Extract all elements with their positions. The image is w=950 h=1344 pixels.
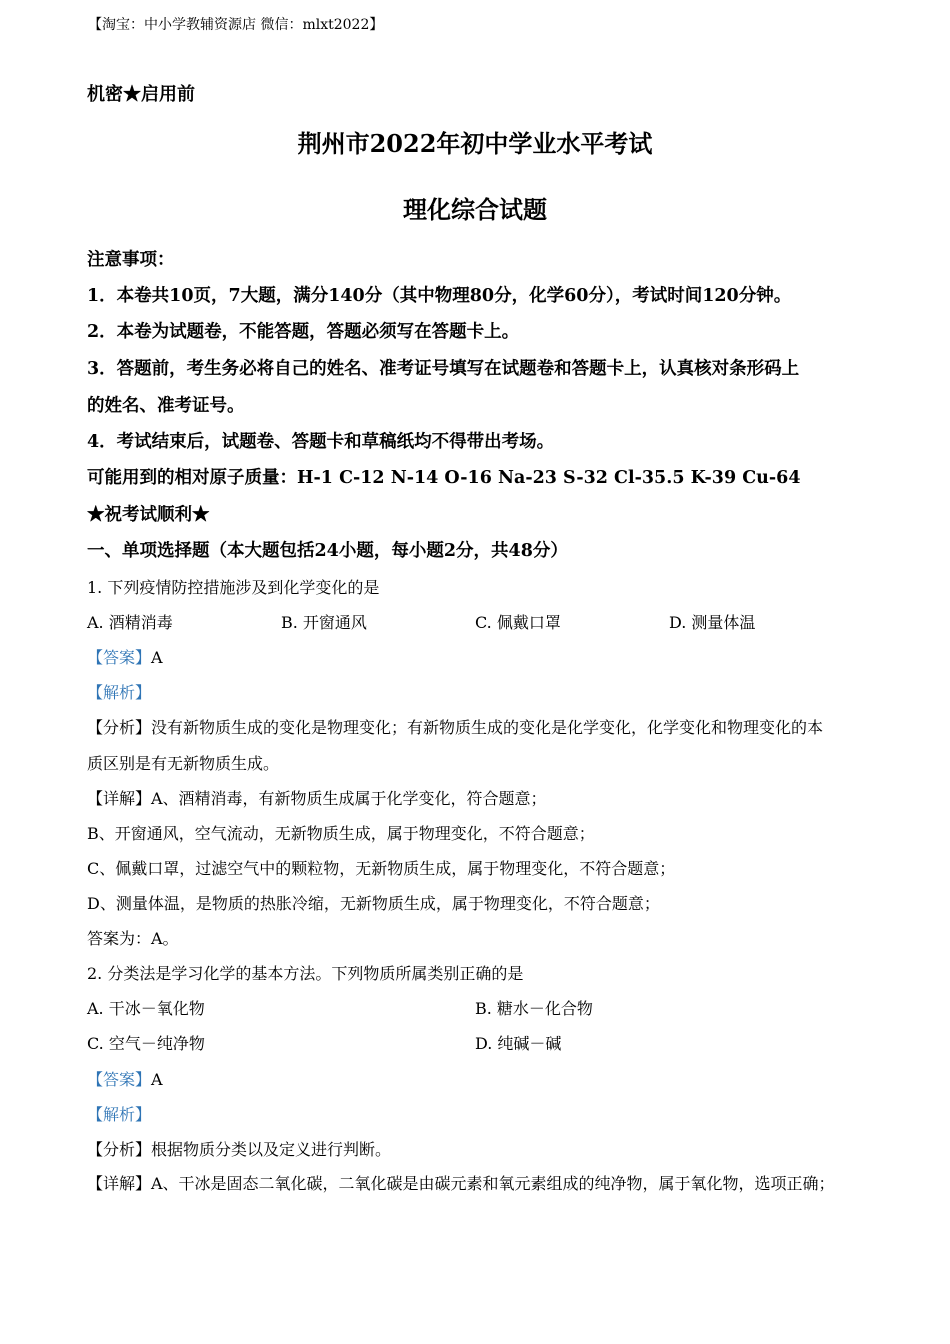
- q1-option-c: C. 佩戴口罩: [475, 613, 561, 632]
- exam-subtitle: 理化综合试题: [403, 195, 547, 224]
- q2-analysis: 【分析】根据物质分类以及定义进行判断。: [87, 1140, 392, 1159]
- q1-detail-c: C、佩戴口罩，过滤空气中的颗粒物，无新物质生成，属于物理变化，不符合题意；: [87, 859, 676, 878]
- q2-analysis-tag: 【解析】: [87, 1105, 152, 1124]
- q1-conclusion: 答案为：A。: [87, 929, 179, 948]
- section-title: 一、单项选择题（本大题包括24小题，每小题2分，共48分）: [87, 541, 568, 561]
- question-2-stem: 2. 分类法是学习化学的基本方法。下列物质所属类别正确的是: [87, 964, 524, 983]
- header-note: 【淘宝：中小学教辅资源店 微信：mlxt2022】: [88, 17, 384, 33]
- q1-analysis-line-2: 质区别是有无新物质生成。: [87, 754, 280, 773]
- q2-option-d: D. 纯碱－碱: [475, 1034, 562, 1053]
- notice-item-2: 2．本卷为试题卷，不能答题，答题必须写在答题卡上。: [87, 322, 520, 342]
- notice-heading: 注意事项：: [87, 250, 175, 270]
- q1-option-a: A. 酒精消毒: [87, 613, 173, 632]
- answer-tag: 【答案】: [87, 648, 152, 667]
- question-1-stem: 1. 下列疫情防控措施涉及到化学变化的是: [87, 578, 380, 597]
- q1-analysis-tag: 【解析】: [87, 683, 152, 702]
- q2-option-a: A. 干冰－氧化物: [87, 999, 205, 1018]
- q1-analysis-line-1: 【分析】没有新物质生成的变化是物理变化；有新物质生成的变化是化学变化，化学变化和物理变化的本: [87, 718, 824, 737]
- q2-answer-value: A: [151, 1070, 163, 1089]
- q2-detail-a: 【详解】A、干冰是固态二氧化碳，二氧化碳是由碳元素和氧元素组成的纯净物，属于氧化物，选项正确；: [87, 1174, 835, 1193]
- q1-detail-d: D、测量体温，是物质的热胀冷缩，无新物质生成，属于物理变化，不符合题意；: [87, 894, 660, 913]
- q2-answer: [87, 1067, 163, 1090]
- exam-title: 荆州市2022年初中学业水平考试: [297, 129, 653, 158]
- answer-tag: 【答案】: [87, 1070, 152, 1089]
- q1-option-b: B. 开窗通风: [281, 613, 367, 632]
- q1-answer-value: A: [151, 648, 163, 667]
- notice-item-4: 4．考试结束后，试题卷、答题卡和草稿纸均不得带出考场。: [87, 432, 555, 452]
- notice-item-3: 3．答题前，考生务必将自己的姓名、准考证号填写在试题卷和答题卡上，认真核对条形码上: [87, 359, 800, 379]
- q1-option-d: D. 测量体温: [669, 613, 756, 632]
- q2-option-c: C. 空气－纯净物: [87, 1034, 205, 1053]
- classified-label: 机密★启用前: [87, 84, 195, 105]
- q1-detail-a: 【详解】A、酒精消毒，有新物质生成属于化学变化，符合题意；: [87, 789, 547, 808]
- good-luck-line: ★祝考试顺利★: [87, 505, 210, 525]
- notice-item-1: 1．本卷共10页，7大题，满分140分（其中物理80分，化学60分），考试时间120分钟。: [87, 286, 792, 306]
- q1-detail-b: B、开窗通风，空气流动，无新物质生成，属于物理变化，不符合题意；: [87, 824, 595, 843]
- q1-answer: [87, 645, 163, 668]
- notice-item-3-cont: 的姓名、准考证号。: [87, 396, 245, 416]
- q2-option-b: B. 糖水－化合物: [475, 999, 593, 1018]
- atomic-mass-line: 可能用到的相对原子质量：H-1 C-12 N-14 O-16 Na-23 S-32 Cl-35.5 K-39 Cu-64: [87, 468, 801, 488]
